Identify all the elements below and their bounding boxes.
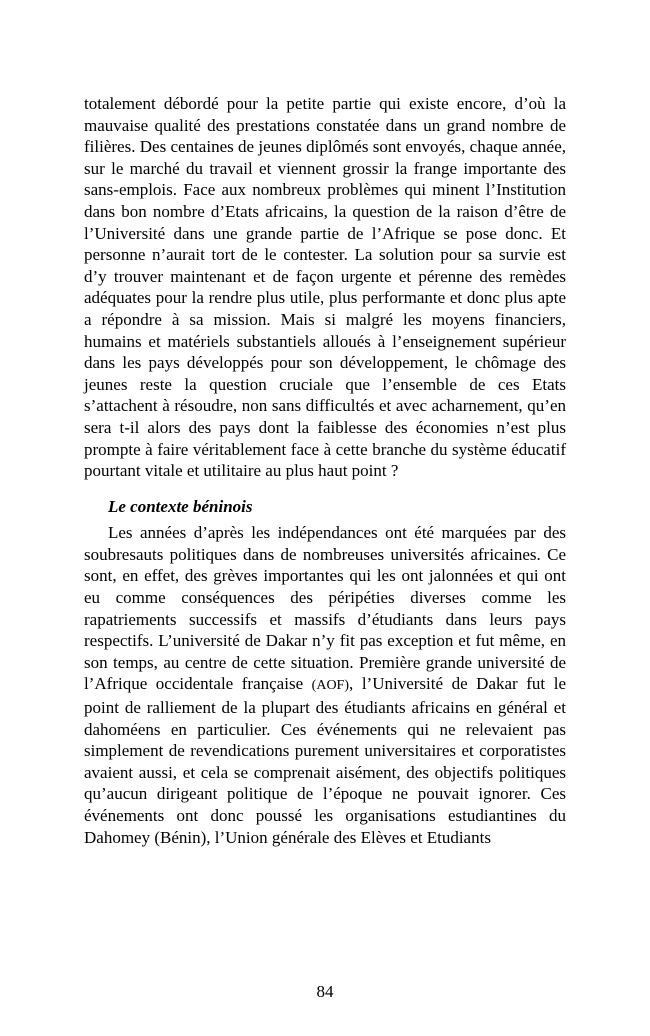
paragraph-2-text-start: Les années d’après les indépendances ont été marquées par des soubresauts politiques dans de nombreuses universités africaines. Ce sont, en effet, des grèves importantes qui les ont jalonnées et qui ont eu comme conséquences des péripéties diverses comme les rapatriements successifs et massifs d’étudiants dans leurs pays respectifs. L’université de Dakar n’y fit pas exception et fut même, en son temps, au centre de cette situation. Première grande université de l’Afrique occidentale française — [84, 523, 566, 694]
page-number: 84 — [316, 982, 334, 1001]
section-heading: Le contexte béninois — [108, 496, 253, 516]
paragraph-2-text-end: , l’Université de Dakar fut le point de ralliement de la plupart des étudiants africains en général et dahoméens en particulier. Ces événements qui ne relevaient pas simplement de revendications purement universitaires et corporatistes avaient aussi, et cela se comprenait aisément, des objectifs politiques qu’aucun dirigeant politique de l’époque ne pouvait ignorer. Ces événements ont donc poussé les organisations estudiantines du Dahomey (Bénin), l’Union générale des Elèves et Etudiants — [84, 674, 566, 847]
abbreviation-aof: (AOF) — [311, 678, 350, 694]
body-paragraph-2 — [84, 522, 566, 848]
page-body — [84, 93, 566, 848]
body-paragraph-1: totalement débordé pour la petite partie qui existe encore, d’où la mauvaise qualité des prestations constatée dans un grand nombre de filières. Des centaines de jeunes diplômés sont envoyés, chaque année, sur le marché du travail et viennent grossir la frange importante des sans-emplois. Face aux nombreux problèmes qui minent l’Institution dans bon nombre d’Etats africains, la question de la raison d’être de l’Université dans une grande partie de l’Afrique se pose donc. Et personne n’aurait tort de le contester. La solution pour sa survie est d’y trouver maintenant et de façon urgente et pérenne des remèdes adéquates pour la rendre plus utile, plus performante et donc plus apte a répondre à sa mission. Mais si malgré les moyens financiers, humains et matériels substantiels alloués à l’enseignement supérieur dans les pays développés pour son développement, le chômage des jeunes reste la question cruciale que l’ensemble de ces Etats s’attachent à résoudre, non sans difficultés et avec acharnement, qu’en sera t-il alors des pays dont la faiblesse des économies n’est plus prompte à faire véritablement face à cette branche du système éducatif pourtant vitale et utilitaire au plus haut point ? — [84, 94, 566, 481]
